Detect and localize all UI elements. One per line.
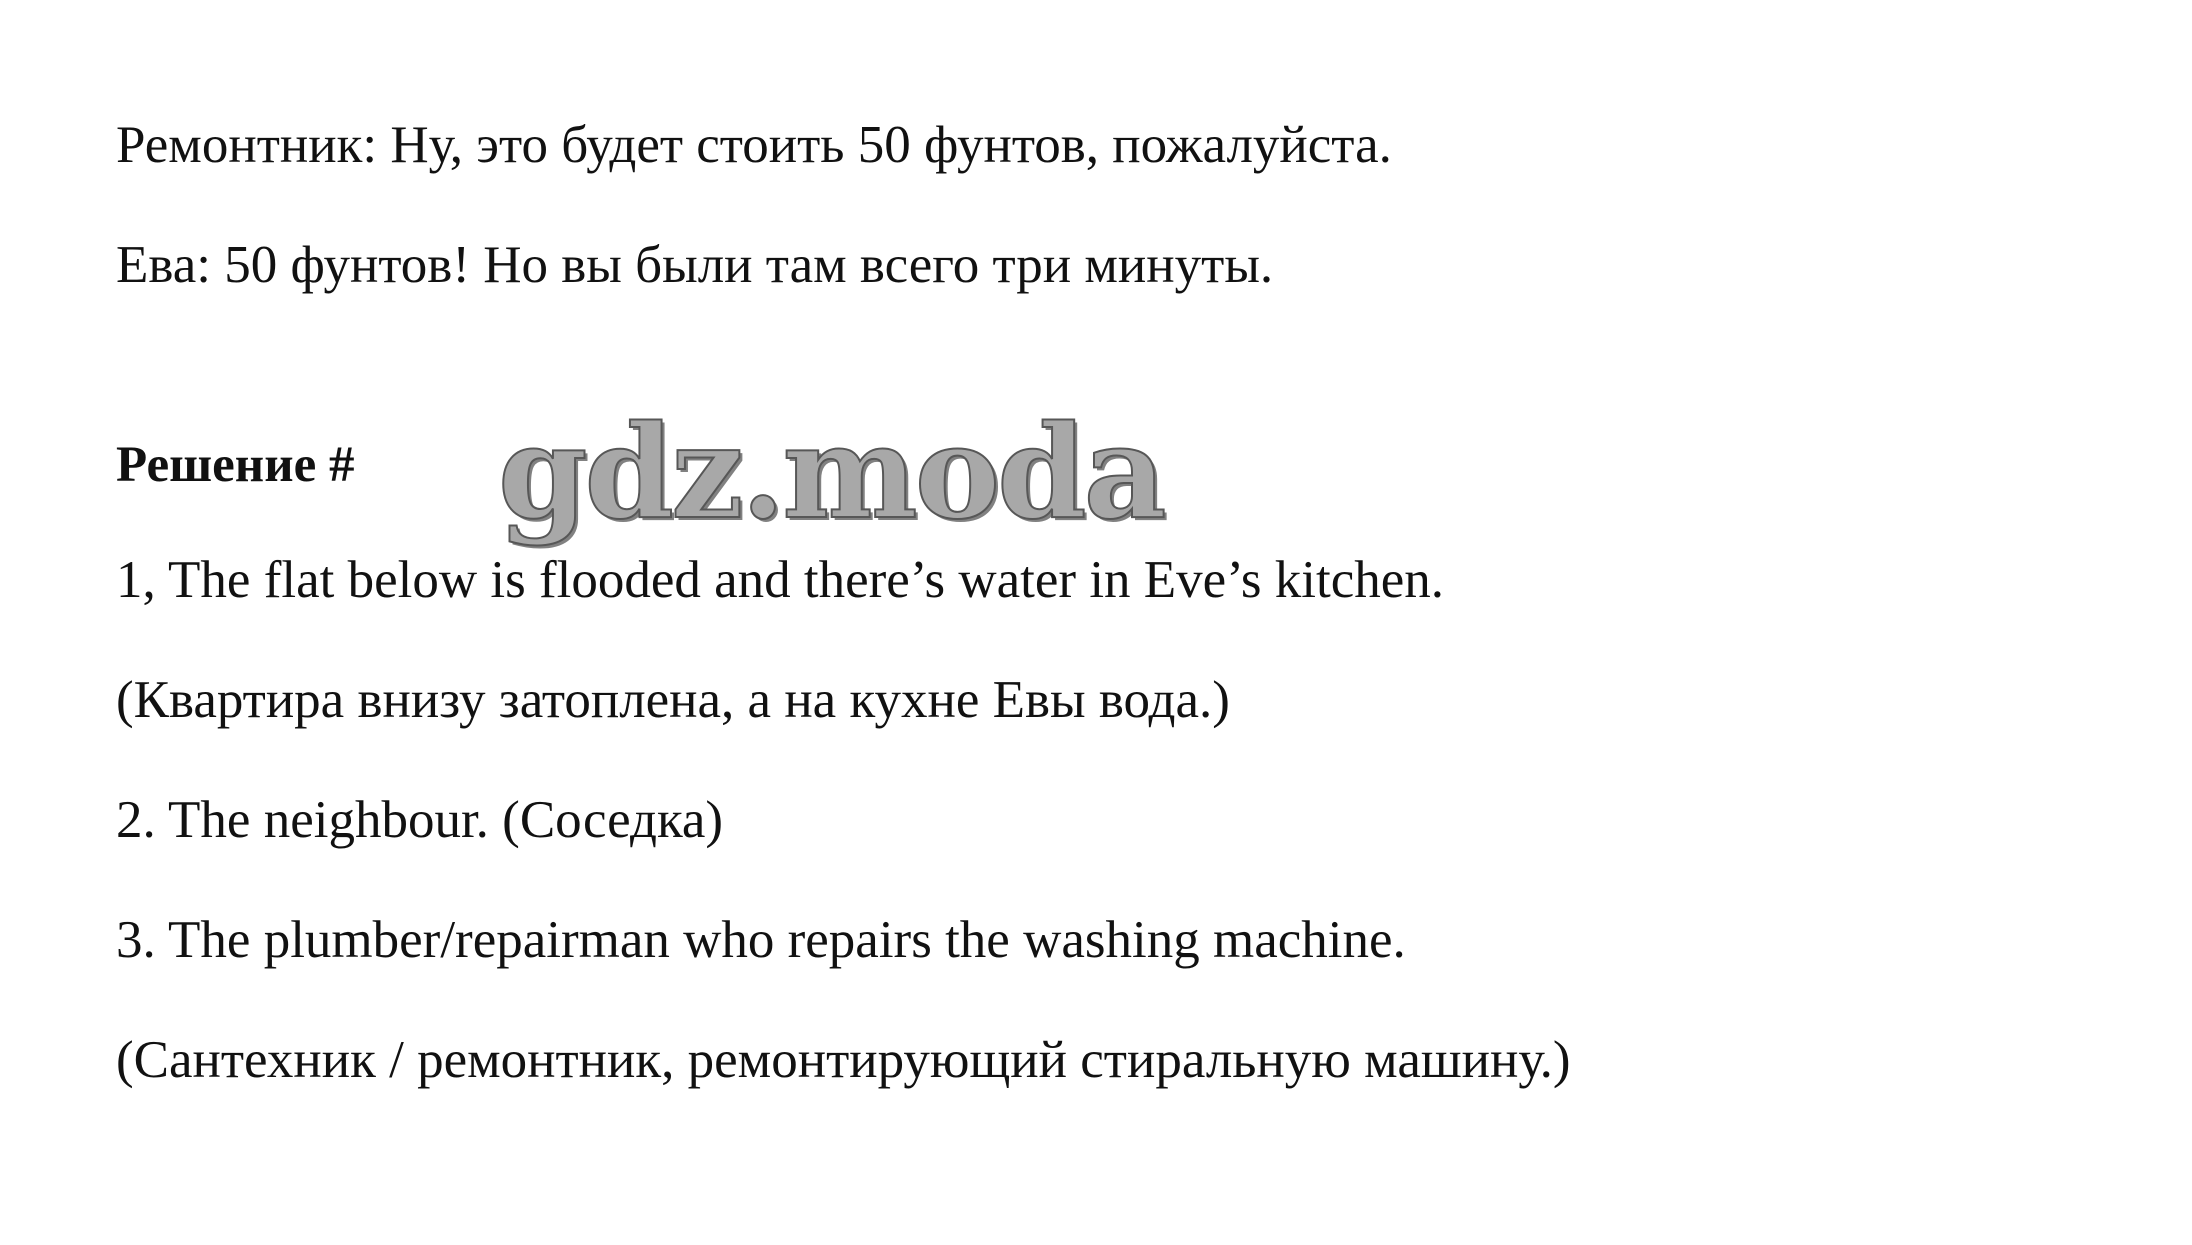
answer-translation-3: (Сантехник / ремонтник, ремонтирующий стиральную машину.) — [116, 1031, 1571, 1089]
watermark-logo: gdz.moda — [498, 398, 1164, 548]
answer-line-1: 1, The flat below is flooded and there’s water in Eve’s kitchen. — [116, 551, 1445, 609]
answer-translation-1: (Квартира внизу затоплена, а на кухне Евы вода.) — [116, 671, 1230, 729]
solution-heading: Решение # — [116, 437, 355, 493]
dialogue-line-eve: Ева: 50 фунтов! Но вы были там всего три минуты. — [116, 236, 1274, 294]
answer-line-3: 3. The plumber/repairman who repairs the washing machine. — [116, 911, 1406, 969]
answer-line-2: 2. The neighbour. (Соседка) — [116, 791, 724, 849]
dialogue-line-repairman: Ремонтник: Ну, это будет стоить 50 фунтов, пожалуйста. — [116, 116, 1392, 174]
